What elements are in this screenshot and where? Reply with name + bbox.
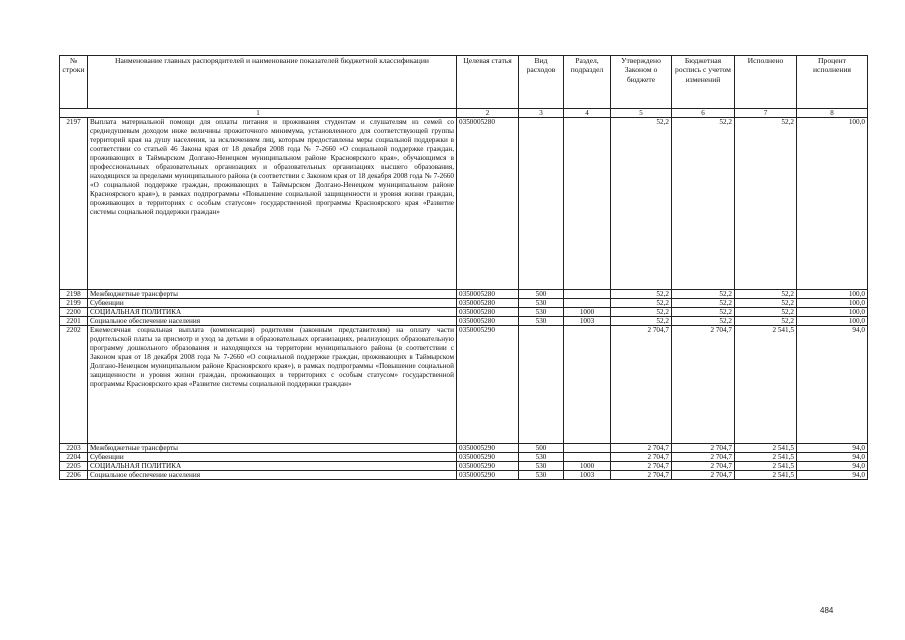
row-section — [564, 326, 611, 444]
row-target: 0350005280 — [457, 118, 519, 290]
row-executed: 52,2 — [735, 299, 797, 308]
row-executed: 2 541,5 — [735, 326, 797, 444]
row-approved: 52,2 — [611, 299, 672, 308]
row-percent: 94,0 — [797, 326, 868, 444]
row-schedule: 2 704,7 — [672, 462, 735, 471]
row-number: 2200 — [60, 308, 88, 317]
row-number: 2198 — [60, 290, 88, 299]
header-target: Целевая статья — [457, 56, 519, 109]
row-section — [564, 299, 611, 308]
table-row — [60, 444, 868, 453]
table-row — [60, 317, 868, 326]
column-number-row — [60, 109, 868, 118]
row-name: Межбюджетные трансферты — [88, 290, 457, 299]
row-target: 0350005290 — [457, 462, 519, 471]
row-schedule: 52,2 — [672, 317, 735, 326]
table-row — [60, 299, 868, 308]
row-approved: 52,2 — [611, 118, 672, 290]
header-row-no: № строки — [60, 56, 88, 109]
row-expense-type: 530 — [519, 453, 564, 462]
row-executed: 2 541,5 — [735, 471, 797, 480]
row-section — [564, 118, 611, 290]
row-number: 2199 — [60, 299, 88, 308]
row-executed: 2 541,5 — [735, 453, 797, 462]
row-name: СОЦИАЛЬНАЯ ПОЛИТИКА — [88, 462, 457, 471]
row-expense-type: 500 — [519, 290, 564, 299]
header-approved: Утверждено Законом о бюджете — [611, 56, 672, 109]
row-name: Ежемесячная социальная выплата (компенсация) родителям (законным представителям) на оплату части родительской платы за присмотр и уход за детьми в образовательных организациях, реализующих образовательную программу дошкольного образования и находящихся на территории муниципального района (в соответствии с Законом края от 18 декабря 2008 года № 7-2660 «О социальной поддержке граждан, проживающих в Таймырском Долгано-Ненецком муниципальном районе Красноярского края»), в рамках подпрограммы «Повышение социальной защищенности и уровня жизни граждан, проживающих в территориях с особым статусом» государственной программы Красноярского края «Развитие системы социальной поддержки граждан» — [88, 326, 457, 444]
table-row — [60, 326, 868, 444]
row-number: 2201 — [60, 317, 88, 326]
row-section: 1003 — [564, 317, 611, 326]
column-number: 4 — [564, 109, 611, 118]
row-percent: 94,0 — [797, 471, 868, 480]
row-section — [564, 453, 611, 462]
row-section: 1003 — [564, 471, 611, 480]
row-name: Социальное обеспечение населения — [88, 317, 457, 326]
page-number: 484 — [820, 606, 834, 615]
header-name: Наименование главных распорядителей и наименование показателей бюджетной классификации — [88, 56, 457, 109]
row-percent: 100,0 — [797, 299, 868, 308]
row-expense-type: 530 — [519, 462, 564, 471]
row-name: Межбюджетные трансферты — [88, 444, 457, 453]
header-executed: Исполнено — [735, 56, 797, 109]
row-expense-type: 530 — [519, 299, 564, 308]
row-percent: 100,0 — [797, 308, 868, 317]
row-approved: 2 704,7 — [611, 471, 672, 480]
row-section — [564, 290, 611, 299]
table-row — [60, 462, 868, 471]
row-target: 0350005280 — [457, 290, 519, 299]
column-number: 8 — [797, 109, 868, 118]
row-expense-type — [519, 326, 564, 444]
column-number: 6 — [672, 109, 735, 118]
row-approved: 2 704,7 — [611, 453, 672, 462]
table-row — [60, 308, 868, 317]
table-row — [60, 453, 868, 462]
row-percent: 94,0 — [797, 444, 868, 453]
row-target: 0350005290 — [457, 471, 519, 480]
row-section — [564, 444, 611, 453]
row-executed: 2 541,5 — [735, 462, 797, 471]
row-schedule: 52,2 — [672, 308, 735, 317]
table-row — [60, 471, 868, 480]
row-name: Социальное обеспечение населения — [88, 471, 457, 480]
row-number: 2197 — [60, 118, 88, 290]
row-approved: 2 704,7 — [611, 326, 672, 444]
row-schedule: 52,2 — [672, 290, 735, 299]
row-executed: 52,2 — [735, 308, 797, 317]
row-percent: 100,0 — [797, 317, 868, 326]
row-expense-type: 530 — [519, 471, 564, 480]
column-number: 3 — [519, 109, 564, 118]
row-executed: 52,2 — [735, 290, 797, 299]
row-target: 0350005290 — [457, 453, 519, 462]
row-number: 2205 — [60, 462, 88, 471]
row-target: 0350005280 — [457, 308, 519, 317]
row-expense-type — [519, 118, 564, 290]
header-row — [60, 56, 868, 109]
row-approved: 2 704,7 — [611, 444, 672, 453]
row-name: Субвенции — [88, 299, 457, 308]
row-expense-type: 500 — [519, 444, 564, 453]
budget-table — [59, 55, 868, 480]
row-schedule: 52,2 — [672, 299, 735, 308]
header-schedule: Бюджетная роспись с учетом изменений — [672, 56, 735, 109]
row-target: 0350005280 — [457, 299, 519, 308]
row-executed: 52,2 — [735, 118, 797, 290]
column-number: 7 — [735, 109, 797, 118]
row-percent: 100,0 — [797, 290, 868, 299]
row-schedule: 2 704,7 — [672, 453, 735, 462]
row-schedule: 52,2 — [672, 118, 735, 290]
row-approved: 52,2 — [611, 308, 672, 317]
row-number: 2204 — [60, 453, 88, 462]
row-executed: 52,2 — [735, 317, 797, 326]
row-schedule: 2 704,7 — [672, 326, 735, 444]
row-target: 0350005280 — [457, 317, 519, 326]
column-number: 1 — [60, 109, 457, 118]
row-percent: 100,0 — [797, 118, 868, 290]
row-expense-type: 530 — [519, 317, 564, 326]
table-row — [60, 290, 868, 299]
row-approved: 52,2 — [611, 317, 672, 326]
row-number: 2206 — [60, 471, 88, 480]
row-number: 2202 — [60, 326, 88, 444]
row-expense-type: 530 — [519, 308, 564, 317]
header-section: Раздел, подраздел — [564, 56, 611, 109]
row-executed: 2 541,5 — [735, 444, 797, 453]
row-approved: 2 704,7 — [611, 462, 672, 471]
row-percent: 94,0 — [797, 462, 868, 471]
row-name: Субвенции — [88, 453, 457, 462]
row-schedule: 2 704,7 — [672, 444, 735, 453]
row-name: Выплата материальной помощи для оплаты питания и проживания студентам и слушателям из семей со среднедушевым доходом ниже величины прожиточного минимума, установленного для соответствующей группы территорий края на душу населения, за исключением лиц, которым предоставлены меры социальной поддержки в соответствии со статьей 46 Закона края от 18 декабря 2008 года № 7-2660 «О социальной поддержке граждан, проживающих в Таймырском Долгано-Ненецком муниципальном районе Красноярского края», обучающимся в профессиональных образовательных организациях и образовательных организациях высшего образования, находящихся за пределами муниципального района (в соответствии с Законом края от 18 декабря 2008 года № 7-2660 «О социальной поддержке граждан, проживающих в Таймырском Долгано-Ненецком муниципальном районе Красноярского края»), в рамках подпрограммы «Повышение социальной защищенности и уровня жизни граждан, проживающих в территориях с особым статусом» государственной программы Красноярского края «Развитие системы социальной поддержки граждан» — [88, 118, 457, 290]
header-expense-type: Вид расходов — [519, 56, 564, 109]
row-approved: 52,2 — [611, 290, 672, 299]
row-percent: 94,0 — [797, 453, 868, 462]
row-section: 1000 — [564, 308, 611, 317]
column-number: 5 — [611, 109, 672, 118]
row-schedule: 2 704,7 — [672, 471, 735, 480]
table-row — [60, 118, 868, 290]
row-number: 2203 — [60, 444, 88, 453]
row-name: СОЦИАЛЬНАЯ ПОЛИТИКА — [88, 308, 457, 317]
row-section: 1000 — [564, 462, 611, 471]
header-percent: Процент исполнения — [797, 56, 868, 109]
column-number: 2 — [457, 109, 519, 118]
row-target: 0350005290 — [457, 326, 519, 444]
row-target: 0350005290 — [457, 444, 519, 453]
